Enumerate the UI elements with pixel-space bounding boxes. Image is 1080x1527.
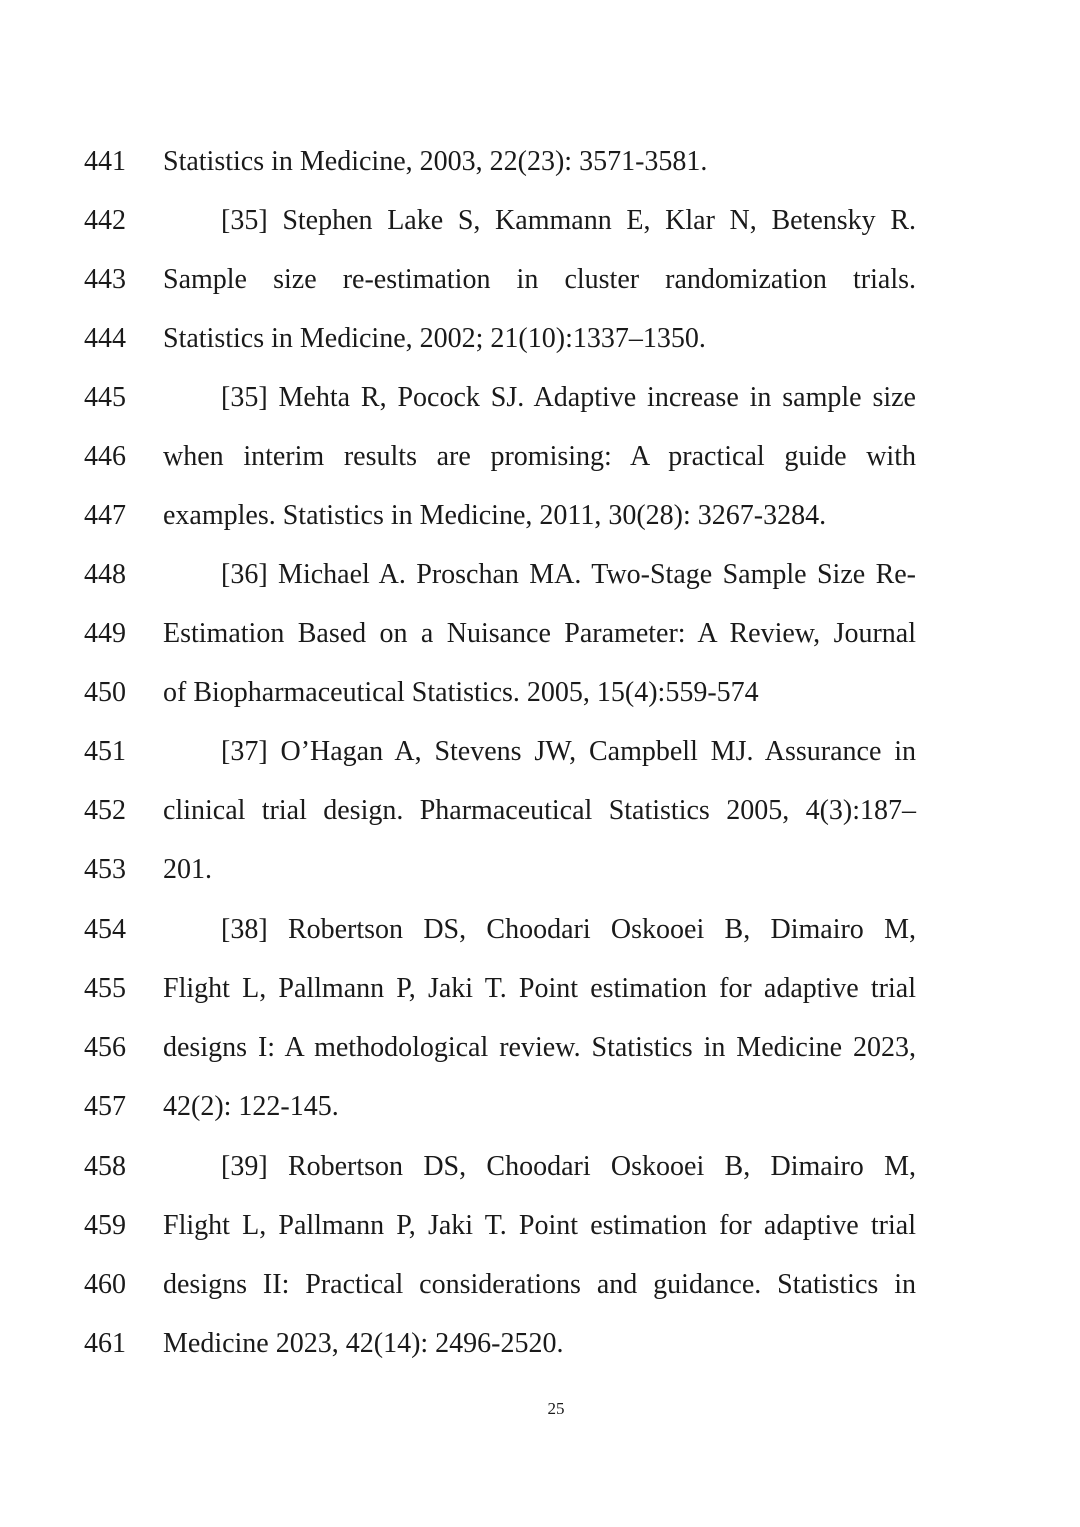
line-text: examples. Statistics in Medicine, 2011, 30(28): 3267-3284. bbox=[163, 500, 827, 531]
line-text: Medicine 2023, 42(14): 2496-2520. bbox=[163, 1328, 564, 1359]
line-number: 452 bbox=[84, 795, 126, 826]
line-text: [35] Stephen Lake S, Kammann E, Klar N, Betensky R. bbox=[221, 205, 916, 236]
text-line bbox=[0, 1206, 1080, 1265]
text-line bbox=[0, 614, 1080, 673]
line-number: 455 bbox=[84, 973, 126, 1004]
line-number: 458 bbox=[84, 1151, 126, 1182]
line-text: Statistics in Medicine, 2003, 22(23): 3571-3581. bbox=[163, 146, 708, 177]
line-number: 444 bbox=[84, 323, 126, 354]
text-line bbox=[0, 850, 1080, 909]
line-text: [37] O’Hagan A, Stevens JW, Campbell MJ. Assurance in bbox=[221, 736, 916, 767]
line-text: [38] Robertson DS, Choodari Oskooei B, Dimairo M, bbox=[221, 914, 916, 945]
text-line bbox=[0, 260, 1080, 319]
text-line bbox=[0, 1265, 1080, 1324]
line-number: 457 bbox=[84, 1091, 126, 1122]
line-number: 447 bbox=[84, 500, 126, 531]
line-number: 442 bbox=[84, 205, 126, 236]
line-text: [35] Mehta R, Pocock SJ. Adaptive increase in sample size bbox=[221, 382, 916, 413]
text-line bbox=[0, 319, 1080, 378]
line-number: 453 bbox=[84, 854, 126, 885]
text-line bbox=[0, 732, 1080, 791]
line-text: designs II: Practical considerations and guidance. Statistics in bbox=[163, 1269, 916, 1300]
text-line bbox=[0, 201, 1080, 260]
line-number: 445 bbox=[84, 382, 126, 413]
line-text: clinical trial design. Pharmaceutical Statistics 2005, 4(3):187– bbox=[163, 795, 916, 826]
line-text: Flight L, Pallmann P, Jaki T. Point estimation for adaptive trial bbox=[163, 973, 916, 1004]
line-number: 449 bbox=[84, 618, 126, 649]
text-line bbox=[0, 1147, 1080, 1206]
line-number: 456 bbox=[84, 1032, 126, 1063]
line-text: of Biopharmaceutical Statistics. 2005, 15(4):559-574 bbox=[163, 677, 759, 708]
line-text: Estimation Based on a Nuisance Parameter: A Review, Journal bbox=[163, 618, 916, 649]
line-number: 451 bbox=[84, 736, 126, 767]
line-number: 450 bbox=[84, 677, 126, 708]
text-line bbox=[0, 910, 1080, 969]
text-line bbox=[0, 1324, 1080, 1383]
line-number: 459 bbox=[84, 1210, 126, 1241]
text-line bbox=[0, 791, 1080, 850]
line-text: Sample size re-estimation in cluster randomization trials. bbox=[163, 264, 916, 295]
text-line bbox=[0, 555, 1080, 614]
line-text: when interim results are promising: A practical guide with bbox=[163, 441, 916, 472]
line-text: Flight L, Pallmann P, Jaki T. Point estimation for adaptive trial bbox=[163, 1210, 916, 1241]
line-number: 441 bbox=[84, 146, 126, 177]
line-number: 461 bbox=[84, 1328, 126, 1359]
text-line bbox=[0, 969, 1080, 1028]
text-line bbox=[0, 142, 1080, 201]
text-line bbox=[0, 437, 1080, 496]
text-line bbox=[0, 1028, 1080, 1087]
line-number: 448 bbox=[84, 559, 126, 590]
line-text: [39] Robertson DS, Choodari Oskooei B, Dimairo M, bbox=[221, 1151, 916, 1182]
line-number: 446 bbox=[84, 441, 126, 472]
page-number: 25 bbox=[547, 1399, 565, 1418]
line-text: 42(2): 122-145. bbox=[163, 1091, 339, 1122]
line-number: 460 bbox=[84, 1269, 126, 1300]
line-text: Statistics in Medicine, 2002; 21(10):1337–1350. bbox=[163, 323, 706, 354]
line-text: 201. bbox=[163, 854, 212, 885]
text-line bbox=[0, 1087, 1080, 1146]
text-line bbox=[0, 496, 1080, 555]
line-number: 443 bbox=[84, 264, 126, 295]
text-line bbox=[0, 378, 1080, 437]
line-text: [36] Michael A. Proschan MA. Two-Stage Sample Size Re- bbox=[221, 559, 916, 590]
line-text: designs I: A methodological review. Statistics in Medicine 2023, bbox=[163, 1032, 916, 1063]
text-line bbox=[0, 673, 1080, 732]
line-number: 454 bbox=[84, 914, 126, 945]
